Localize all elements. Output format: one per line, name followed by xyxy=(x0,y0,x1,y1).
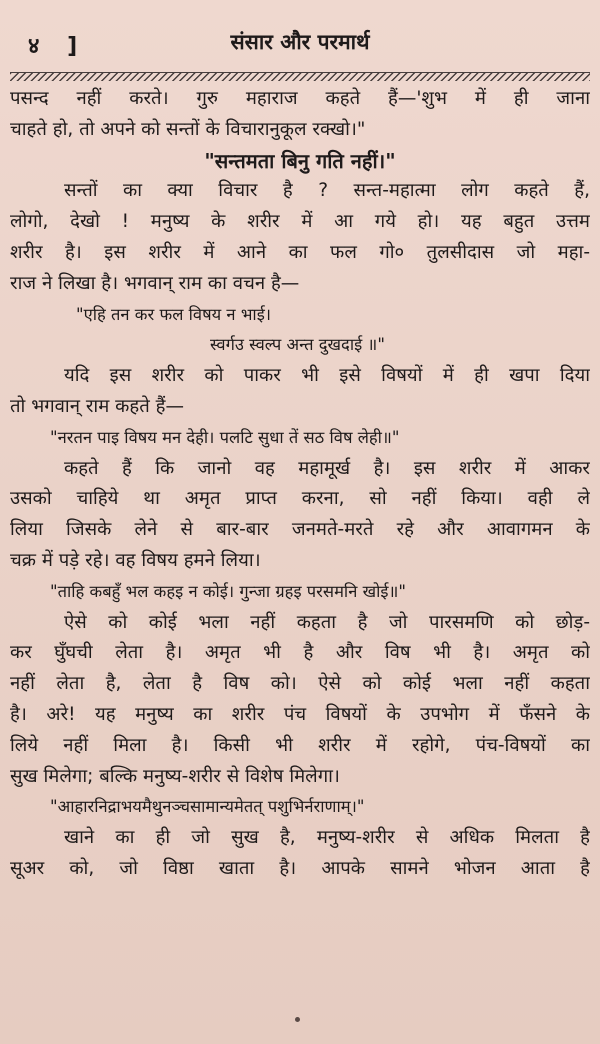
paper-speck xyxy=(295,1017,300,1022)
verse-line: "एहि तन कर फल विषय न भाई। xyxy=(76,304,272,324)
text-line: तो भगवान् राम कहते हैं— xyxy=(10,395,184,417)
text-line: लिया जिसके लेने से बार-बार जनमते-मरते रहे और आवागमन के xyxy=(10,519,590,541)
text-line: लिये नहीं मिला है। किसी भी शरीर में रहोगे, पंच-विषयों का xyxy=(10,734,590,756)
text-line: सुख मिलेगा; बल्कि मनुष्य-शरीर से विशेष मिलेगा। xyxy=(10,765,340,787)
verse-line: "नरतन पाइ विषय मन देही। पलटि सुधा तें सठ विष लेही॥" xyxy=(50,427,400,447)
text-line: कर घुँघची लेता है। अमृत भी है और विष भी है। अमृत को xyxy=(10,642,590,664)
text-line: चाहते हो, तो अपने को सन्तों के विचारानुकूल रक्खो।" xyxy=(10,118,366,140)
text-line: लोगो, देखो ! मनुष्य के शरीर में आ गये हो। यह बहुत उत्तम xyxy=(10,211,590,233)
text-line: शरीर है। इस शरीर में आने का फल गो० तुलसीदास जो महा- xyxy=(10,241,590,263)
text-line: सूअर को, जो विष्ठा खाता है। आपके सामने भोजन आता है xyxy=(10,857,590,879)
text-line: ऐसे को कोई भला नहीं कहता है जो पारसमणि को छोड़- xyxy=(64,611,590,633)
section-heading: "सन्तमता बिनु गति नहीं।" xyxy=(204,148,396,173)
verse-line: स्वर्गउ स्वल्प अन्त दुखदाई ॥" xyxy=(210,335,385,355)
page-header xyxy=(0,22,600,66)
text-line: राज ने लिखा है। भगवान् राम का वचन है— xyxy=(10,272,300,294)
text-line: उसको चाहिये था अमृत प्राप्त करना, सो नहीं किया। वही ले xyxy=(10,488,590,510)
text-line: कहते हैं कि जानो वह महामूर्ख है। इस शरीर में आकर xyxy=(64,457,590,479)
page-number: ४ ] xyxy=(28,34,88,59)
running-title: संसार और परमार्थ xyxy=(230,30,370,54)
verse-line: "ताहि कबहुँ भल कहइ न कोई। गुन्जा ग्रहइ परसमनि खोई॥" xyxy=(50,581,406,601)
text-line: पसन्द नहीं करते। गुरु महाराज कहते हैं—'शुभ में ही जाना xyxy=(10,88,590,109)
text-line: नहीं लेता है, लेता है विष को। ऐसे को कोई भला नहीं कहता xyxy=(10,673,590,695)
text-line: यदि इस शरीर को पाकर भी इसे विषयों में ही खपा दिया xyxy=(64,365,590,387)
page-body xyxy=(10,84,590,885)
text-line: है। अरे! यह मनुष्य का शरीर पंच विषयों के उपभोग में फँसने के xyxy=(10,703,590,725)
text-line: सन्तों का क्या विचार है ? सन्त-महात्मा लोग कहते हैं, xyxy=(64,180,590,202)
header-rule xyxy=(10,72,590,81)
text-line: खाने का ही जो सुख है, मनुष्य-शरीर से अधिक मिलता है xyxy=(64,827,590,849)
text-line: चक्र में पड़े रहे। वह विषय हमने लिया। xyxy=(10,549,261,571)
verse-line: "आहारनिद्राभयमैथुनञ्चसामान्यमेतत् पशुभिर्नराणाम्।" xyxy=(50,797,365,817)
